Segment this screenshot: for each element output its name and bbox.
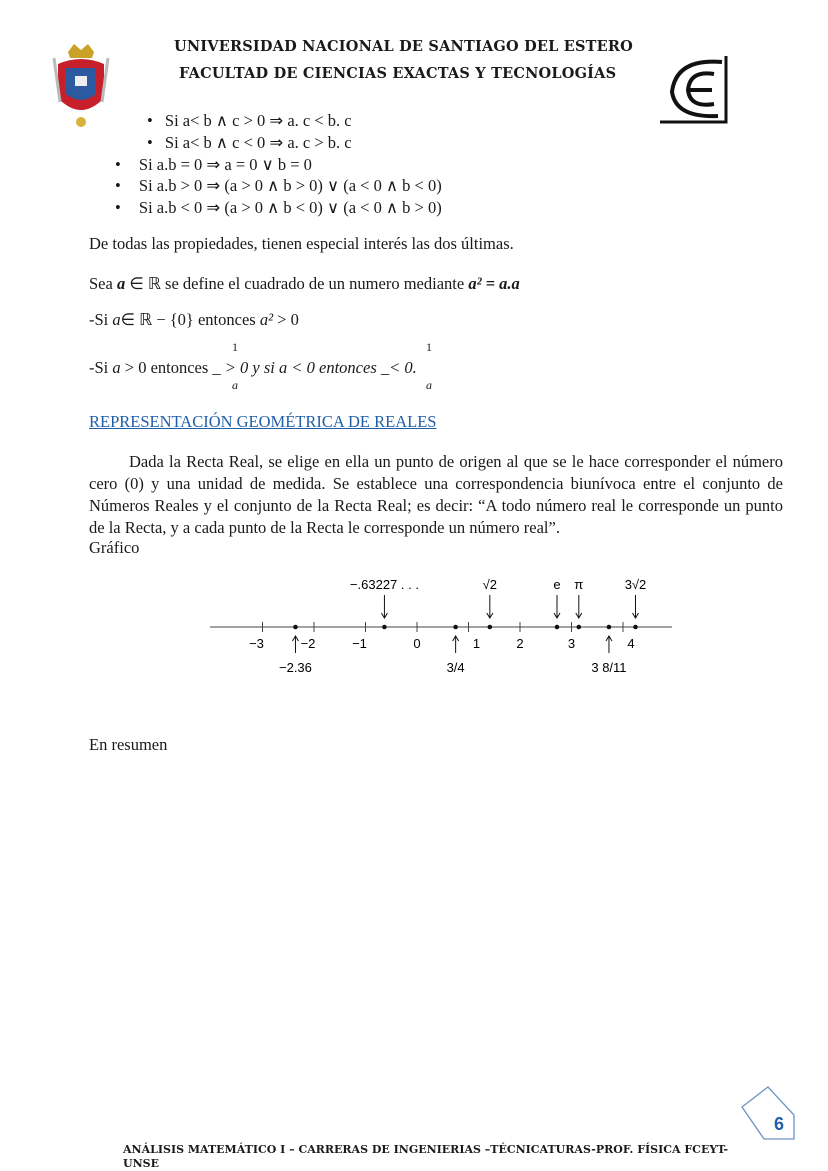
footer-text: ANÁLISIS MATEMÁTICO I – CARRERAS DE INGENIERIAS –TÉCNICATURAS-PROF. FÍSICA FCEYT- bbox=[123, 1143, 729, 1156]
property-sub-2: • Si a< b ∧ c < 0 ⇒ a. c > b. c bbox=[147, 133, 352, 152]
fraction-denominator-1: a bbox=[232, 378, 238, 392]
point bbox=[382, 625, 387, 630]
faculty-name: FACULTAD DE CIENCIAS EXACTAS Y TECNOLOGÍAS bbox=[179, 65, 617, 82]
fraction-denominator-2: a bbox=[426, 378, 432, 392]
property-3: • Si a.b < 0 ⇒ (a > 0 ∧ b < 0) ∨ (a < 0 ∧ b > 0) bbox=[115, 198, 442, 217]
property-1: • Si a.b = 0 ⇒ a = 0 ∨ b = 0 bbox=[115, 155, 312, 174]
point bbox=[576, 625, 581, 630]
fraction-numerator-2: 1 bbox=[426, 340, 432, 354]
square-definition: Sea a ∈ ℝ se define el cuadrado de un numero mediante a² = a.a bbox=[89, 274, 520, 293]
tick-label: −2 bbox=[300, 636, 316, 651]
university-name: UNIVERSIDAD NACIONAL DE SANTIAGO DEL ESTERO bbox=[174, 38, 633, 55]
point-label: 3√2 bbox=[624, 577, 647, 592]
tick-label: 3 bbox=[567, 636, 576, 651]
point-label: −2.36 bbox=[279, 660, 312, 675]
tick-label: 0 bbox=[413, 636, 421, 651]
university-crest-logo bbox=[50, 42, 112, 130]
point-label: e bbox=[553, 577, 561, 592]
page-number-badge bbox=[740, 1085, 798, 1141]
real-number-line bbox=[200, 570, 680, 685]
point-label: π bbox=[574, 577, 584, 592]
tick-label: 4 bbox=[627, 636, 635, 651]
faculty-logo bbox=[656, 52, 732, 124]
square-positive: -Si a∈ ℝ − {0} entonces a² > 0 bbox=[89, 310, 299, 329]
grafico-label: Gráfico bbox=[89, 538, 140, 557]
point bbox=[293, 625, 298, 630]
summary-label: En resumen bbox=[89, 735, 168, 754]
point bbox=[555, 625, 560, 630]
point-label: √2 bbox=[482, 577, 498, 592]
point-label: 3 8/11 bbox=[591, 660, 627, 675]
tick-label: −1 bbox=[352, 636, 367, 651]
point bbox=[607, 625, 612, 630]
section-title-link[interactable]: REPRESENTACIÓN GEOMÉTRICA DE REALES bbox=[89, 412, 437, 431]
point bbox=[488, 625, 493, 630]
property-2: • Si a.b > 0 ⇒ (a > 0 ∧ b > 0) ∨ (a < 0 ∧ b < 0) bbox=[115, 176, 442, 195]
point-label: 3/4 bbox=[446, 660, 465, 675]
paragraph-properties: De todas las propiedades, tienen especial interés las dos últimas. bbox=[89, 234, 514, 253]
point-label: −.63227 . . . bbox=[349, 577, 419, 592]
tick-label: 2 bbox=[516, 636, 524, 651]
page-number: 6 bbox=[774, 1114, 785, 1134]
reciprocal-sign: -Si a > 0 entonces _ > 0 y si a < 0 entonces _< 0. bbox=[89, 358, 417, 377]
fraction-numerator-1: 1 bbox=[232, 340, 238, 354]
real-line-paragraph: Dada la Recta Real, se elige en ella un punto de origen al que se le hace corresponder el número cero (0) y una unidad de medida. Se establece una correspondencia biunívoca entre el conjunto de Números Reales y el conjunto de la Recta Real; es decir: “A todo número real le corresponde un punto de la Recta, y a cada punto de la Recta le corresponde un número real”. bbox=[89, 452, 783, 537]
tick-label: −3 bbox=[249, 636, 264, 651]
footer-text-2: UNSE bbox=[123, 1157, 159, 1170]
property-sub-1: • Si a< b ∧ c > 0 ⇒ a. c < b. c bbox=[147, 111, 352, 130]
point bbox=[633, 625, 638, 630]
tick-label: 1 bbox=[472, 636, 481, 651]
point bbox=[453, 625, 458, 630]
